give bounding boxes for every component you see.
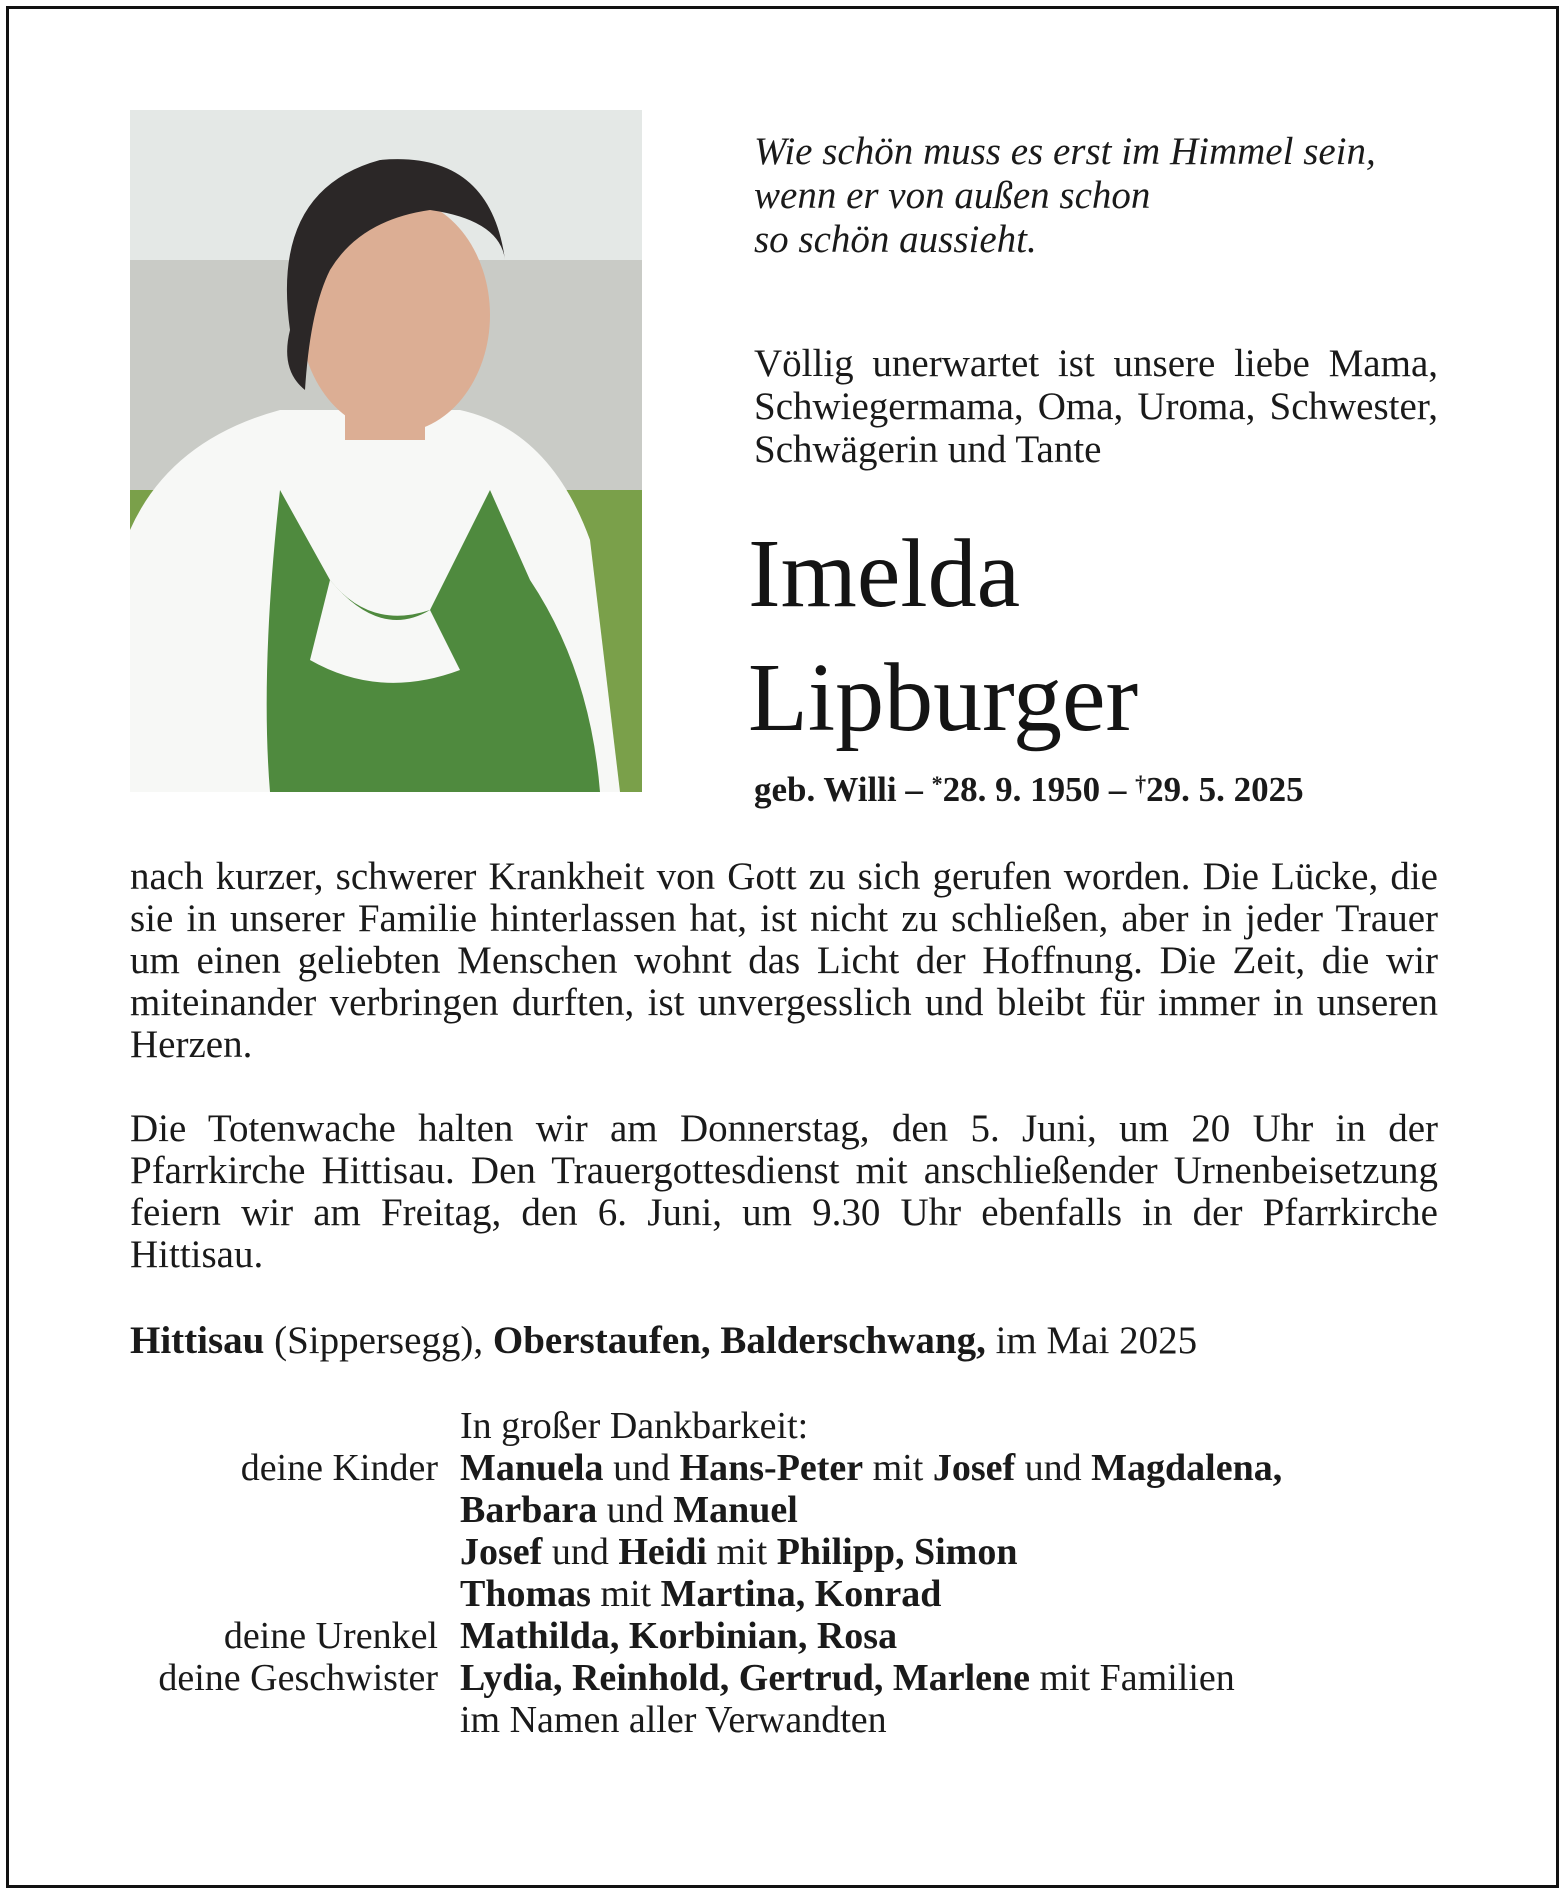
funeral-details-paragraph: Die Totenwache halten wir am Donnerstag, den 5. Juni, um 20 Uhr in der Pfarrkirche Hittisau. Den Trauergottesdienst mit anschließender Urnenbeisetzung feiern wir am Freitag, den 6. Juni, um 9.30 Uhr ebenfalls in der Pfarrkirche Hittisau.	[130, 1107, 1438, 1276]
memorial-quote: Wie schön muss es erst im Himmel sein, wenn er von außen schon so schön aussieht.	[754, 130, 1376, 261]
siblings-label: deine Geschwister	[158, 1657, 438, 1699]
family-signoff	[130, 1405, 1460, 1741]
children-row	[130, 1573, 1460, 1615]
greatgrandchildren-label: deine Urenkel	[223, 1615, 438, 1657]
intro-text: Völlig unerwartet ist unsere liebe Mama, Schwiegermama, Oma, Uroma, Schwester, Schwägerin und Tante	[754, 342, 1438, 471]
signoff-heading-row	[130, 1405, 1460, 1447]
closing-row	[130, 1699, 1460, 1741]
places-and-date	[130, 1320, 1197, 1362]
death-date: 29. 5. 2025	[1146, 770, 1304, 809]
date-separator: –	[1100, 770, 1136, 809]
greatgrandchildren-names: Mathilda, Korbinian, Rosa	[460, 1615, 898, 1657]
portrait-image	[130, 110, 642, 792]
announcement-date: im Mai 2025	[985, 1319, 1198, 1362]
deceased-first-name: Imelda	[748, 520, 1021, 628]
announcement-paragraph: nach kurzer, schwerer Krankheit von Gott zu sich gerufen worden. Die Lücke, die sie in unserer Familie hinterlassen hat, ist nicht zu schließen, aber in jeder Trauer um einen geliebten Menschen wohnt das Licht der Hoffnung. Die Zeit, die wir miteinander verbringen durften, ist unvergesslich und bleibt für immer in unseren Herzen.	[130, 855, 1438, 1066]
date-separator: –	[896, 770, 932, 809]
children-line-1: Manuela und Hans-Peter mit Josef und Magdalena,	[460, 1447, 1283, 1489]
birth-name: geb. Willi	[754, 770, 897, 809]
children-line-3: Josef und Heidi mit Philipp, Simon	[460, 1531, 1018, 1573]
children-row	[130, 1489, 1460, 1531]
deceased-last-name: Lipburger	[748, 644, 1139, 752]
siblings-tail: mit Familien	[1030, 1657, 1235, 1699]
closing-text: im Namen aller Verwandten	[460, 1699, 887, 1741]
portrait-photo	[130, 110, 642, 792]
life-dates	[754, 764, 1304, 810]
greatgrandchildren-row	[130, 1615, 1460, 1657]
birth-date: 28. 9. 1950	[942, 770, 1101, 809]
siblings-row	[130, 1657, 1460, 1699]
death-mark: †	[1135, 771, 1147, 796]
children-line-2: Barbara und Manuel	[460, 1489, 798, 1531]
children-line-4: Thomas mit Martina, Konrad	[460, 1573, 942, 1615]
children-row	[130, 1531, 1460, 1573]
birth-mark: *	[931, 771, 943, 796]
place-note: (Sippersegg),	[264, 1319, 493, 1362]
place-hittisau: Hittisau	[130, 1319, 265, 1362]
siblings-names: Lydia, Reinhold, Gertrud, Marlene	[460, 1657, 1030, 1699]
children-label: deine Kinder	[240, 1447, 438, 1489]
place-others: Oberstaufen, Balderschwang,	[492, 1319, 986, 1362]
children-row	[130, 1447, 1460, 1489]
signoff-heading: In großer Dankbarkeit:	[460, 1405, 809, 1447]
